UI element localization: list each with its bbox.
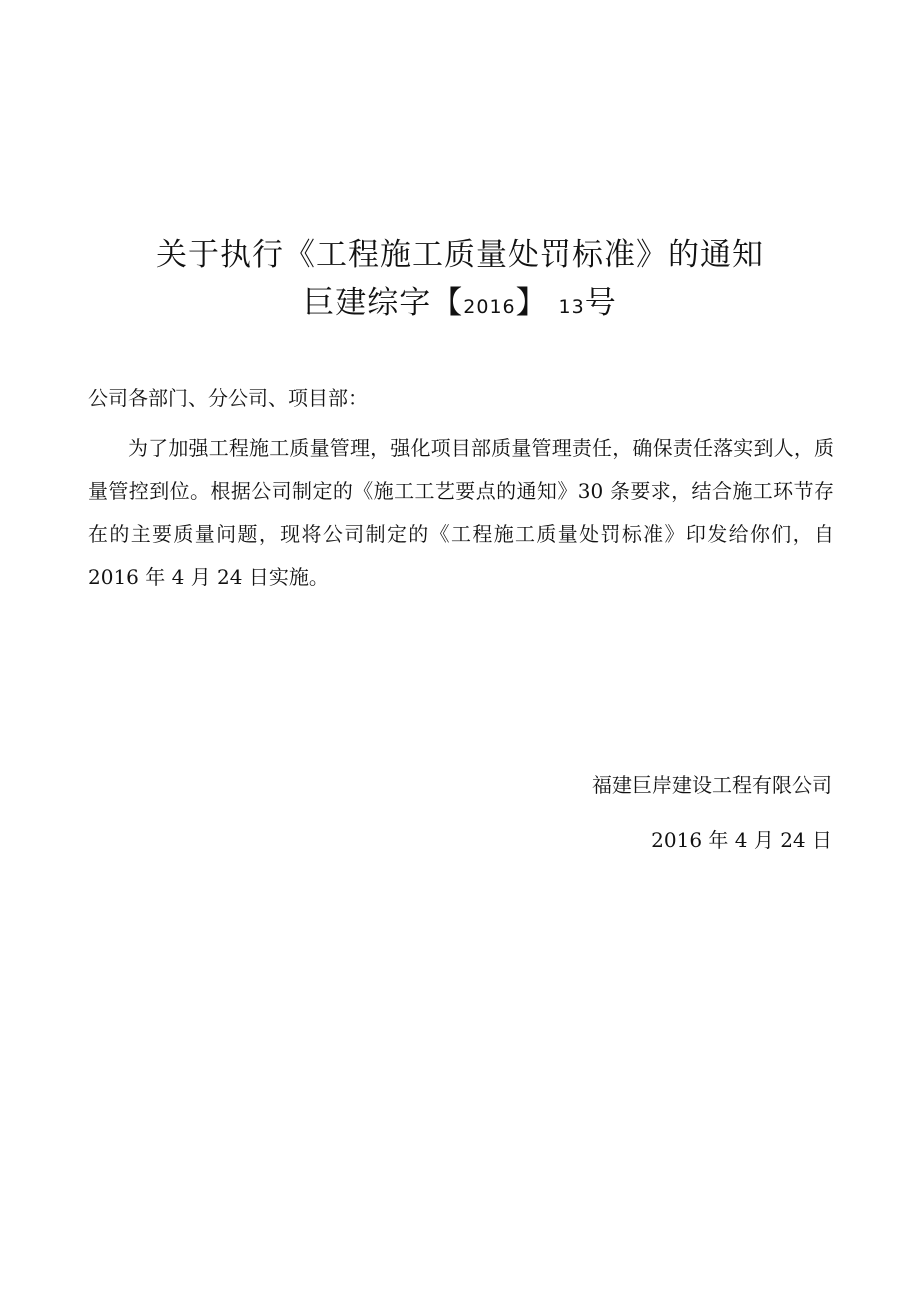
document-number-prefix: 巨建综字【 [303, 285, 464, 321]
document-title: 关于执行《工程施工质量处罚标准》的通知 [156, 237, 764, 273]
signature-company: 福建巨岸建设工程有限公司 [592, 773, 832, 797]
document-number-suffix: 号 [584, 285, 617, 321]
salutation: 公司各部门、分公司、项目部： [88, 386, 368, 410]
document-number [0, 282, 920, 328]
document-number-bracket: 】 [515, 285, 548, 321]
document-number-year: 2016 [463, 296, 516, 318]
document-number-num: 13 [558, 296, 585, 318]
signature-date: 2016 年 4 月 24 日 [651, 828, 832, 852]
body-paragraph: 为了加强工程施工质量管理，强化项目部质量管理责任，确保责任落实到人，质量管控到位。根据公司制定的《施工工艺要点的通知》30 条要求，结合施工环节存在的主要质量问题，现将公司制定的《工程施工质量处罚标准》印发给你们，自 2016 年 4 月 24 日实施。 [88, 436, 834, 589]
